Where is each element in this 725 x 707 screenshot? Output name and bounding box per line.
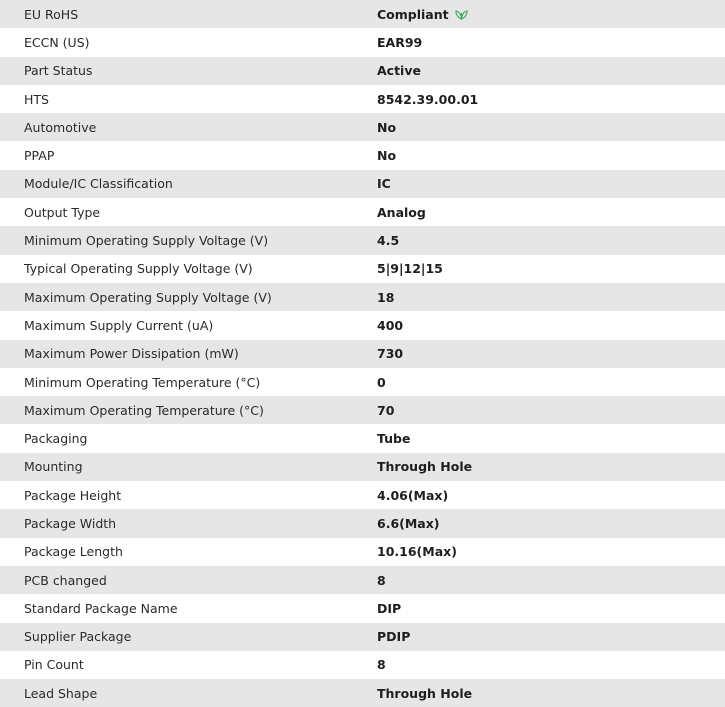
spec-value-text: Compliant xyxy=(377,6,449,22)
spec-row-eccn xyxy=(0,28,725,56)
spec-value: 400 xyxy=(377,317,404,333)
spec-label: ECCN (US) xyxy=(24,34,90,50)
spec-label: Maximum Supply Current (uA) xyxy=(24,317,214,333)
spec-row-packaging xyxy=(0,424,725,452)
spec-label: Minimum Operating Temperature (°C) xyxy=(24,374,261,390)
spec-row-ppap xyxy=(0,141,725,169)
spec-label: PCB changed xyxy=(24,572,107,588)
spec-label: Automotive xyxy=(24,119,97,135)
spec-value: Analog xyxy=(377,204,426,220)
spec-row-pin-count xyxy=(0,651,725,679)
spec-label: PPAP xyxy=(24,148,55,164)
spec-value: 6.6(Max) xyxy=(377,515,440,531)
spec-value: DIP xyxy=(377,600,402,616)
spec-value: 8542.39.00.01 xyxy=(377,91,479,107)
spec-value: 18 xyxy=(377,289,395,305)
spec-label: Output Type xyxy=(24,204,101,220)
spec-row-module-ic-classification xyxy=(0,170,725,198)
spec-value: 70 xyxy=(377,402,395,418)
spec-label: Lead Shape xyxy=(24,685,98,701)
spec-value xyxy=(376,0,725,28)
spec-row-min-supply-voltage xyxy=(0,226,725,254)
spec-label: Package Width xyxy=(24,515,117,531)
spec-row-package-length xyxy=(0,538,725,566)
spec-value: 4.06(Max) xyxy=(377,487,449,503)
spec-value: 5|9|12|15 xyxy=(377,261,443,277)
spec-row-max-power-dissipation xyxy=(0,340,725,368)
spec-value: 0 xyxy=(377,374,386,390)
spec-value: PDIP xyxy=(377,629,411,645)
spec-label: EU RoHS xyxy=(24,6,79,22)
spec-row-max-supply-current xyxy=(0,311,725,339)
spec-label: Package Height xyxy=(24,487,122,503)
spec-label: HTS xyxy=(24,91,49,107)
spec-row-min-operating-temperature xyxy=(0,368,725,396)
spec-row-eu-rohs xyxy=(0,0,725,28)
spec-value: No xyxy=(377,148,397,164)
spec-row-package-height xyxy=(0,481,725,509)
spec-label: Minimum Operating Supply Voltage (V) xyxy=(24,233,269,249)
leaf-icon xyxy=(455,9,468,20)
spec-row-standard-package-name xyxy=(0,594,725,622)
spec-row-package-width xyxy=(0,509,725,537)
spec-value: 4.5 xyxy=(377,233,400,249)
spec-value: 730 xyxy=(377,346,404,362)
spec-value: 8 xyxy=(377,572,386,588)
spec-row-hts xyxy=(0,85,725,113)
spec-row-supplier-package xyxy=(0,623,725,651)
spec-label: Maximum Operating Temperature (°C) xyxy=(24,402,264,418)
spec-value: No xyxy=(377,119,397,135)
spec-label: Typical Operating Supply Voltage (V) xyxy=(24,261,253,277)
spec-value: Through Hole xyxy=(377,685,473,701)
spec-value: Active xyxy=(377,63,421,79)
spec-row-part-status xyxy=(0,57,725,85)
spec-label: Pin Count xyxy=(24,657,84,673)
spec-value: Through Hole xyxy=(377,459,473,475)
spec-label: Part Status xyxy=(24,63,93,79)
spec-row-typical-supply-voltage xyxy=(0,255,725,283)
spec-label: Mounting xyxy=(24,459,83,475)
spec-row-max-operating-temperature xyxy=(0,396,725,424)
spec-label: Packaging xyxy=(24,431,88,447)
spec-row-lead-shape xyxy=(0,679,725,707)
spec-value: 8 xyxy=(377,657,386,673)
spec-row-pcb-changed xyxy=(0,566,725,594)
spec-value: EAR99 xyxy=(377,34,423,50)
spec-value: Tube xyxy=(377,431,411,447)
spec-value: 10.16(Max) xyxy=(377,544,457,560)
spec-row-automotive xyxy=(0,113,725,141)
spec-label: Module/IC Classification xyxy=(24,176,173,192)
spec-label: Standard Package Name xyxy=(24,600,178,616)
spec-row-max-supply-voltage xyxy=(0,283,725,311)
spec-label: Maximum Operating Supply Voltage (V) xyxy=(24,289,272,305)
spec-label: Package Length xyxy=(24,544,123,560)
spec-label: Supplier Package xyxy=(24,629,132,645)
spec-row-mounting xyxy=(0,453,725,481)
spec-row-output-type xyxy=(0,198,725,226)
spec-value: IC xyxy=(377,176,391,192)
spec-label: Maximum Power Dissipation (mW) xyxy=(24,346,239,362)
